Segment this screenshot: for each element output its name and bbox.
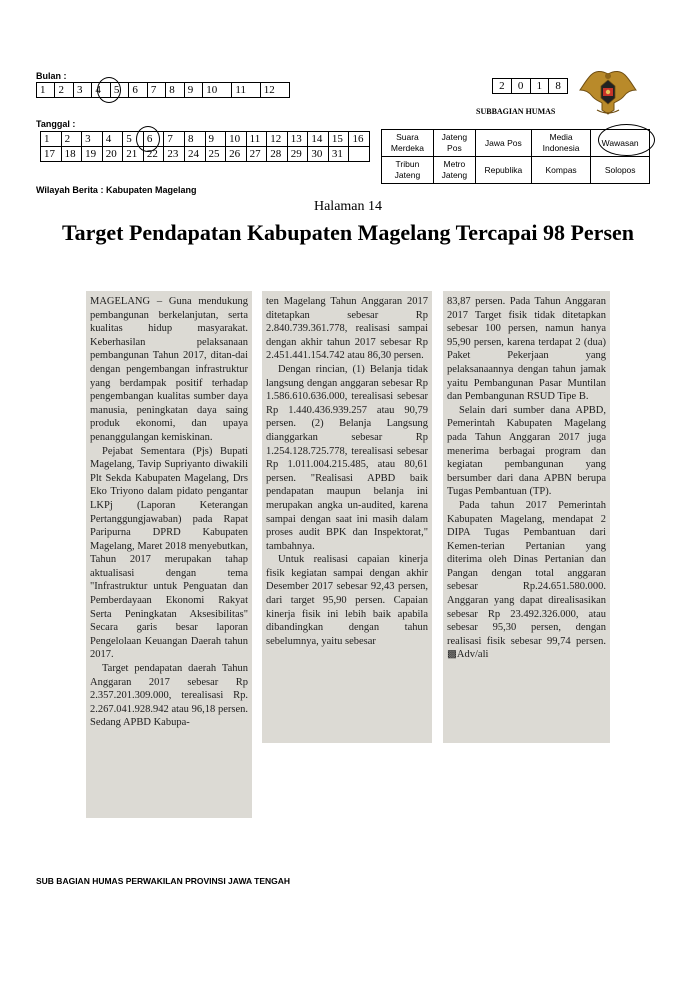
article-paragraph: Dengan rincian, (1) Belanja tidak langsung dengan anggaran sebesar Rp 1.586.610.636.000, terealisasi sebesar Rp 1.440.436.939.257 atau 90,79 persen. (2) Belanja Langsung dianggarkan sebesar Rp 1.254.128.725.778, terealisasi sebesar Rp 1.011.004.215.485, atau 80,61 persen. "Realisasi APBD baik pendapatan maupun belanja ini merupakan angka un-audited, karena sampai dengan saat ini masih dalam proses audit BPK dan Inspektorat," tambahnya. [266,363,428,552]
date-cell: 17 [41,147,62,162]
date-cell: 26 [226,147,247,162]
date-cell [349,147,370,162]
date-cell: 31 [328,147,349,162]
month-cell: 2 [55,83,73,98]
date-cell: 5 [123,132,144,147]
newspaper-cell: Kompas [531,157,591,184]
date-cell: 7 [164,132,185,147]
month-cell: 11 [232,83,260,98]
date-cell: 12 [267,132,288,147]
date-cell: 20 [102,147,123,162]
month-cell: 5 [110,83,128,98]
selected-month-marker [97,77,121,103]
date-cell: 10 [226,132,247,147]
article-paragraph: Untuk realisasi capaian kinerja fisik kegiatan sampai dengan akhir Desember 2017 sebesar 92,43 persen, dari target 95,90 persen. Capaian kinerja fisik ini lebih baik apabila dibandingkan dengan tahun sebelumnya, yaitu sebesar [266,554,428,647]
month-label: Bulan : [36,71,67,81]
newspaper-cell: Media Indonesia [531,130,591,157]
date-cell: 18 [61,147,82,162]
year-grid [492,78,568,94]
date-cell: 11 [246,132,267,147]
newspaper-cell: Solopos [591,157,650,184]
article-column-1 [90,295,248,815]
month-grid [36,82,290,98]
date-cell: 3 [82,132,103,147]
selected-newspaper-marker [598,124,655,156]
newspaper-cell: Jawa Pos [475,130,531,157]
month-cell: 9 [184,83,202,98]
newspaper-cell: Republika [475,157,531,184]
month-cell: 8 [166,83,184,98]
page-title: Target Pendapatan Kabupaten Magelang Tercapai 98 Persen [61,220,635,245]
month-cell: 12 [260,83,289,98]
month-cell: 3 [73,83,91,98]
date-cell: 16 [349,132,370,147]
article-paragraph: Selain dari sumber dana APBD, Pemerintah Kabupaten Magelang pada Tahun Anggaran 2017 juga menerima berbagai program dan kegiatan pembangunan yang bersumber dari dana APBN berupa Tugas Pembantuan (TP). [447,404,606,498]
date-label: Tanggal : [36,119,76,129]
date-cell: 9 [205,132,226,147]
article-paragraph: Pejabat Sementara (Pjs) Bupati Magelang, Tavip Supriyanto diwakili Plt Sekda Kabupaten Magelang, Drs Eko Triyono dalam pidato pengantar LKPj (Laporan Keterangan Pertanggungjawaban) pada Rapat Paripurna DPRD Kabupaten Magelang, Maret 2018 menyebutkan, Tahun 2017 merupakan tahap aktualisasi dengan tema "Infrastruktur untuk Penguatan dan Pemberdayaan Ekonomi Rakyat Serta Peningkatan Aksesibilitas" Secara garis besar laporan Pengelolaan Keuangan Daerah tahun 2017. [90,445,248,661]
year-digit: 2 [493,79,512,94]
year-digit: 0 [511,79,530,94]
date-grid [40,131,370,162]
article-paragraph: ten Magelang Tahun Anggaran 2017 ditetapkan sebesar Rp 2.840.739.361.778, realisasi sampai dengan akhir tahun 2017 sebesar Rp 2.451.441.154.742 atau 86,30 persen. [266,296,428,362]
newspaper-cell: Tribun Jateng [382,157,434,184]
date-cell: 21 [123,147,144,162]
date-cell: 27 [246,147,267,162]
page-number: Halaman 14 [313,199,383,214]
article-column-3 [447,295,606,740]
newspaper-cell: Metro Jateng [433,157,475,184]
newspaper-cell: Jateng Pos [433,130,475,157]
date-cell: 14 [308,132,329,147]
month-cell: 10 [203,83,232,98]
date-cell: 23 [164,147,185,162]
date-cell: 6 [143,132,164,147]
article-paragraph: MAGELANG – Guna mendukung pembangunan berkelanjutan, serta kualitas hidup masyarakat. Keberhasilan pelaksanaan pembangunan Tahun 2017, ditan-dai dengan pengembangan infrastruktur yang berdampak positif terhadap pengembangan kualitas sumber daya manusia, peningkatan daya saing produk ekonomi, dan upaya penanggulangan kemiskinan. [90,296,248,443]
article-column-2 [266,295,428,740]
date-cell: 13 [287,132,308,147]
date-cell: 28 [267,147,288,162]
month-cell: 1 [37,83,55,98]
date-cell: 25 [205,147,226,162]
date-cell: 22 [143,147,164,162]
newspaper-cell: Wawasan [591,130,650,157]
article-paragraph: Pada tahun 2017 Pemerintah Kabupaten Magelang, mendapat 2 DIPA Tugas Pembantuan dari Kemen-terian Pertanian yang diterima oleh Dinas Pertanian dan Pangan dengan total anggaran sebesar Rp.24.651.580.000. Anggaran yang dapat direalisasikan sebesar Rp 23.492.326.000, atau sebesar 95,30 persen, dengan realisasi fisik sebesar 99,74 persen. ▩Adv/ali [447,499,606,661]
footer-org: SUB BAGIAN HUMAS PERWAKILAN PROVINSI JAWA TENGAH [36,876,291,886]
date-cell: 8 [184,132,205,147]
date-cell: 15 [328,132,349,147]
date-cell: 19 [82,147,103,162]
date-cell: 1 [41,132,62,147]
garuda-emblem-icon [577,68,639,118]
year-digit: 8 [549,79,568,94]
news-region: Wilayah Berita : Kabupaten Magelang [36,185,197,195]
org-label: SUBBAGIAN HUMAS [476,107,556,116]
article-paragraph: 83,87 persen. Pada Tahun Anggaran 2017 Target fisik tidak ditetapkan sebesar 100 persen, namun hanya 95,90 persen, karena terdapat 2 (dua) Paket Pekerjaan yang pelaksanaannya dengan tahun jamak yaitu Pembangunan Pasar Muntilan dan Pembangunan RSUD Tipe B. [447,296,606,403]
date-cell: 2 [61,132,82,147]
newspaper-cell: Suara Merdeka [382,130,434,157]
year-digit: 1 [530,79,549,94]
month-cell: 7 [147,83,165,98]
month-cell: 4 [92,83,110,98]
date-cell: 30 [308,147,329,162]
date-cell: 4 [102,132,123,147]
date-cell: 24 [184,147,205,162]
date-cell: 29 [287,147,308,162]
article-paragraph: Target pendapatan daerah Tahun Anggaran 2017 sebesar Rp 2.357.201.309.000, terealisasi Rp. 2.267.041.928.942 atau 96,18 persen. Sedang APBD Kabupa- [90,663,248,729]
selected-date-marker [136,126,160,152]
month-cell: 6 [129,83,147,98]
